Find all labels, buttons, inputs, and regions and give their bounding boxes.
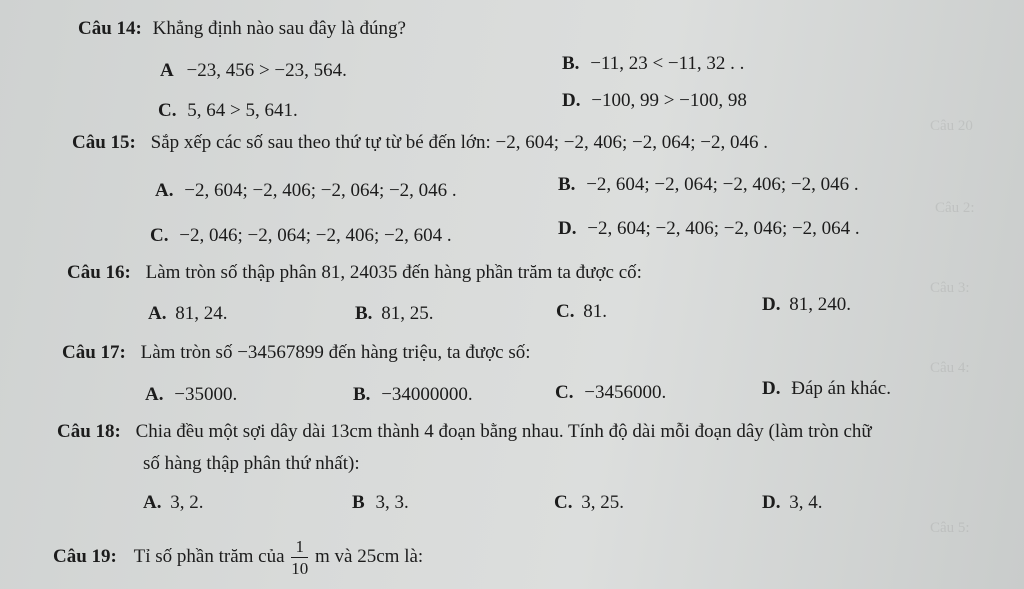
question-label: Câu 17: [62,342,126,363]
option-letter: C. [150,225,169,246]
option-b [353,384,473,406]
option-text: Đáp án khác. [791,378,891,399]
option-b [562,53,744,75]
option-letter: B. [353,384,371,405]
option-text: −2, 046; −2, 064; −2, 406; −2, 604 . [179,225,452,246]
option-c [150,225,452,247]
option-d [562,90,747,112]
option-text: 3, 4. [789,492,823,513]
fraction [291,538,308,577]
option-c [556,301,607,323]
option-letter: C. [555,382,574,403]
option-d [558,218,860,240]
bleed-through-text: Câu 2: [935,200,975,216]
question-17 [62,342,531,364]
option-a [160,60,347,82]
option-text: 81, 240. [789,294,851,315]
option-a [155,180,457,202]
option-text: 81, 24. [175,303,228,324]
question-text: Tỉ số phần trăm của [133,545,285,567]
option-text: 5, 64 > 5, 641. [187,100,298,121]
question-text: Khẳng định nào sau đây là đúng? [152,18,406,39]
option-text: 3, 25. [581,492,624,513]
option-text: −11, 23 < −11, 32 . . [590,53,745,74]
option-a [145,384,237,406]
option-d [762,294,851,316]
option-b [355,303,433,325]
option-d [762,378,891,400]
option-letter: A. [143,492,162,513]
question-label: Câu 19: [53,545,117,567]
option-a [143,492,203,514]
bleed-through-text: Câu 20 [930,118,973,134]
option-text: −2, 604; −2, 064; −2, 406; −2, 046 . [586,174,859,195]
option-text: −2, 604; −2, 406; −2, 064; −2, 046 . [184,180,457,201]
option-letter: A. [155,180,174,201]
option-letter: C. [158,100,177,121]
option-c [554,492,624,514]
question-18 [57,421,872,443]
option-letter: B. [562,53,580,74]
option-letter: D. [558,218,577,239]
option-text: −3456000. [584,382,667,403]
option-b [558,174,859,196]
question-label: Câu 16: [67,262,131,283]
option-letter: D. [762,378,781,399]
question-label: Câu 18: [57,421,121,442]
option-text: 3, 3. [375,492,409,513]
option-text: −100, 99 > −100, 98 [591,90,747,111]
option-letter: A [160,60,174,81]
option-a [148,303,227,325]
option-letter: B. [558,174,576,195]
option-text: 81, 25. [381,303,434,324]
option-text: 81. [583,301,607,322]
fraction-denominator: 10 [291,559,309,578]
bleed-through-text: Câu 3: [930,280,970,296]
question-label: Câu 14: [78,18,142,39]
option-letter: A. [145,384,164,405]
option-letter: A. [148,303,167,324]
question-16 [67,262,642,284]
option-letter: C. [554,492,573,513]
bleed-through-text: Câu 4: [930,360,970,376]
question-18-continued [143,453,360,475]
question-14 [78,18,406,40]
option-text: −34000000. [381,384,473,405]
question-text: Làm tròn số −34567899 đến hàng triệu, ta được số: [140,342,531,363]
option-letter: C. [556,301,575,322]
question-label: Câu 15: [72,132,136,153]
option-letter: B. [355,303,373,324]
question-text: Sắp xếp các số sau theo thứ tự từ bé đến lớn: −2, 604; −2, 406; −2, 064; −2, 046 . [150,132,768,153]
bleed-through-text: Câu 5: [930,520,970,536]
option-letter: D. [562,90,581,111]
option-letter: D. [762,492,781,513]
fraction-numerator: 1 [291,538,308,558]
question-15 [72,132,768,154]
option-b [352,492,409,514]
question-text: Làm tròn số thập phân 81, 24035 đến hàng phần trăm ta được cố: [145,262,642,283]
option-d [762,492,822,514]
question-text: số hàng thập phân thứ nhất): [143,453,360,474]
question-text: Chia đều một sợi dây dài 13cm thành 4 đoạn bằng nhau. Tính độ dài mỗi đoạn dây (làm tròn chữ [135,421,872,442]
option-text: 3, 2. [170,492,204,513]
option-text: −2, 604; −2, 406; −2, 046; −2, 064 . [587,218,860,239]
option-c [555,382,666,404]
question-19 [53,538,423,577]
option-letter: B [352,492,365,513]
option-c [158,100,298,122]
option-text: −35000. [174,384,238,405]
option-letter: D. [762,294,781,315]
question-text: m và 25cm là: [315,545,424,567]
option-text: −23, 456 > −23, 564. [186,60,347,81]
